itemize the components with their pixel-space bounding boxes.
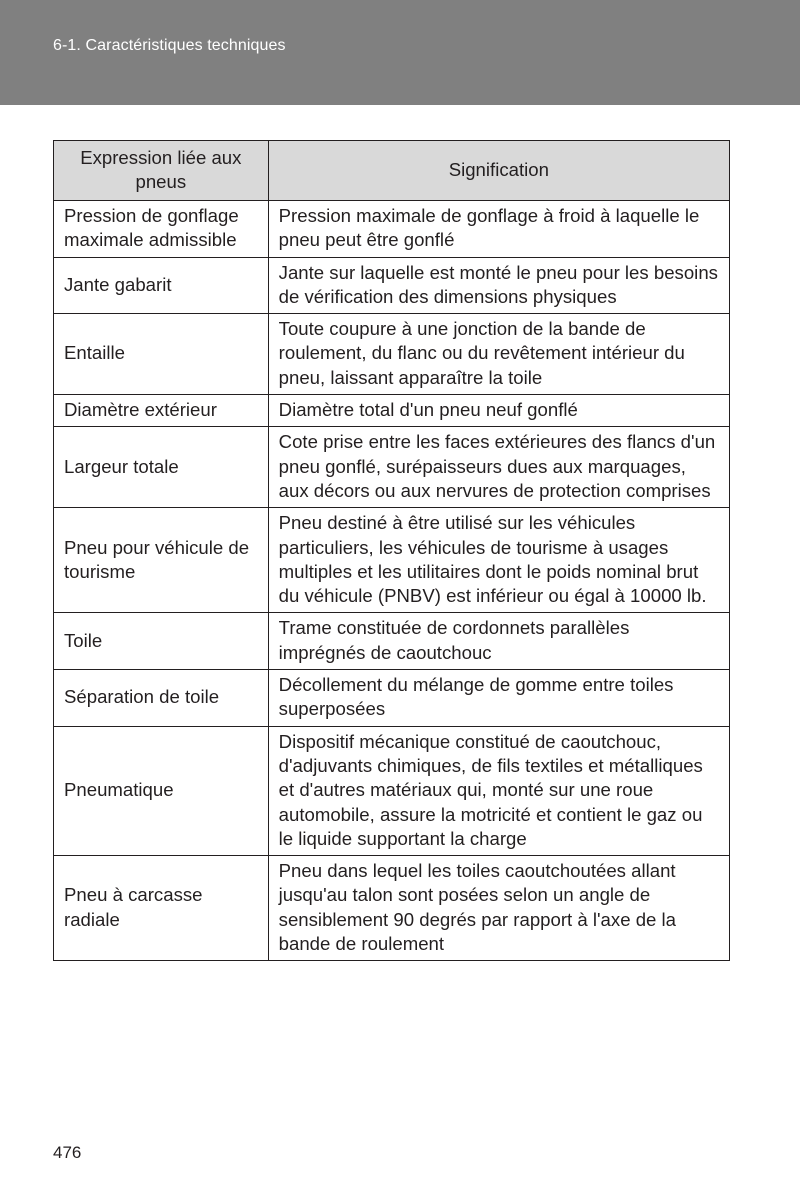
meaning-cell: Décollement du mélange de gomme entre toiles superposées <box>268 670 729 727</box>
term-cell: Entaille <box>54 314 269 395</box>
section-header-band <box>0 0 800 105</box>
term-cell: Jante gabarit <box>54 257 269 314</box>
meaning-cell: Toute coupure à une jonction de la bande de roulement, du flanc ou du revêtement intérieur du pneu, laissant apparaître la toile <box>268 314 729 395</box>
meaning-cell: Pneu dans lequel les toiles caoutchoutées allant jusqu'au talon sont posées selon un angle de sensiblement 90 degrés par rapport à l'axe de la bande de roulement <box>268 856 729 961</box>
term-cell: Pneumatique <box>54 726 269 855</box>
term-cell: Diamètre extérieur <box>54 395 269 427</box>
term-cell: Pneu à carcasse radiale <box>54 856 269 961</box>
table-row <box>54 201 730 258</box>
page-number: 476 <box>53 1143 82 1162</box>
meaning-cell: Cote prise entre les faces extérieures des flancs d'un pneu gonflé, surépaisseurs dues aux marquages, aux décors ou aux nervures de protection comprises <box>268 427 729 508</box>
table-row <box>54 670 730 727</box>
table-row <box>54 314 730 395</box>
meaning-cell: Pression maximale de gonflage à froid à laquelle le pneu peut être gonflé <box>268 201 729 258</box>
term-cell: Séparation de toile <box>54 670 269 727</box>
table-row <box>54 856 730 961</box>
table-row <box>54 427 730 508</box>
section-title: 6-1. Caractéristiques techniques <box>53 37 286 54</box>
table-row <box>54 257 730 314</box>
term-cell: Pression de gonflage maximale admissible <box>54 201 269 258</box>
meaning-cell: Diamètre total d'un pneu neuf gonflé <box>268 395 729 427</box>
column-header-term: Expression liée aux pneus <box>54 141 269 201</box>
table-row <box>54 613 730 670</box>
meaning-cell: Pneu destiné à être utilisé sur les véhicules particuliers, les véhicules de tourisme à usages multiples et les utilitaires dont le poids nominal brut du véhicule (PNBV) est inférieur ou égal à 10000 lb. <box>268 508 729 613</box>
tire-terms-table <box>53 140 730 961</box>
table-row <box>54 726 730 855</box>
meaning-cell: Jante sur laquelle est monté le pneu pour les besoins de vérification des dimensions physiques <box>268 257 729 314</box>
meaning-cell: Trame constituée de cordonnets parallèles imprégnés de caoutchouc <box>268 613 729 670</box>
column-header-meaning: Signification <box>268 141 729 201</box>
meaning-cell: Dispositif mécanique constitué de caoutchouc, d'adjuvants chimiques, de fils textiles et métalliques et d'autres matériaux qui, monté sur une roue automobile, assure la motricité et contient le gaz ou le liquide supportant la charge <box>268 726 729 855</box>
term-cell: Toile <box>54 613 269 670</box>
term-cell: Largeur totale <box>54 427 269 508</box>
table-header-row <box>54 141 730 201</box>
term-cell: Pneu pour véhicule de tourisme <box>54 508 269 613</box>
table-row <box>54 508 730 613</box>
table-row <box>54 395 730 427</box>
